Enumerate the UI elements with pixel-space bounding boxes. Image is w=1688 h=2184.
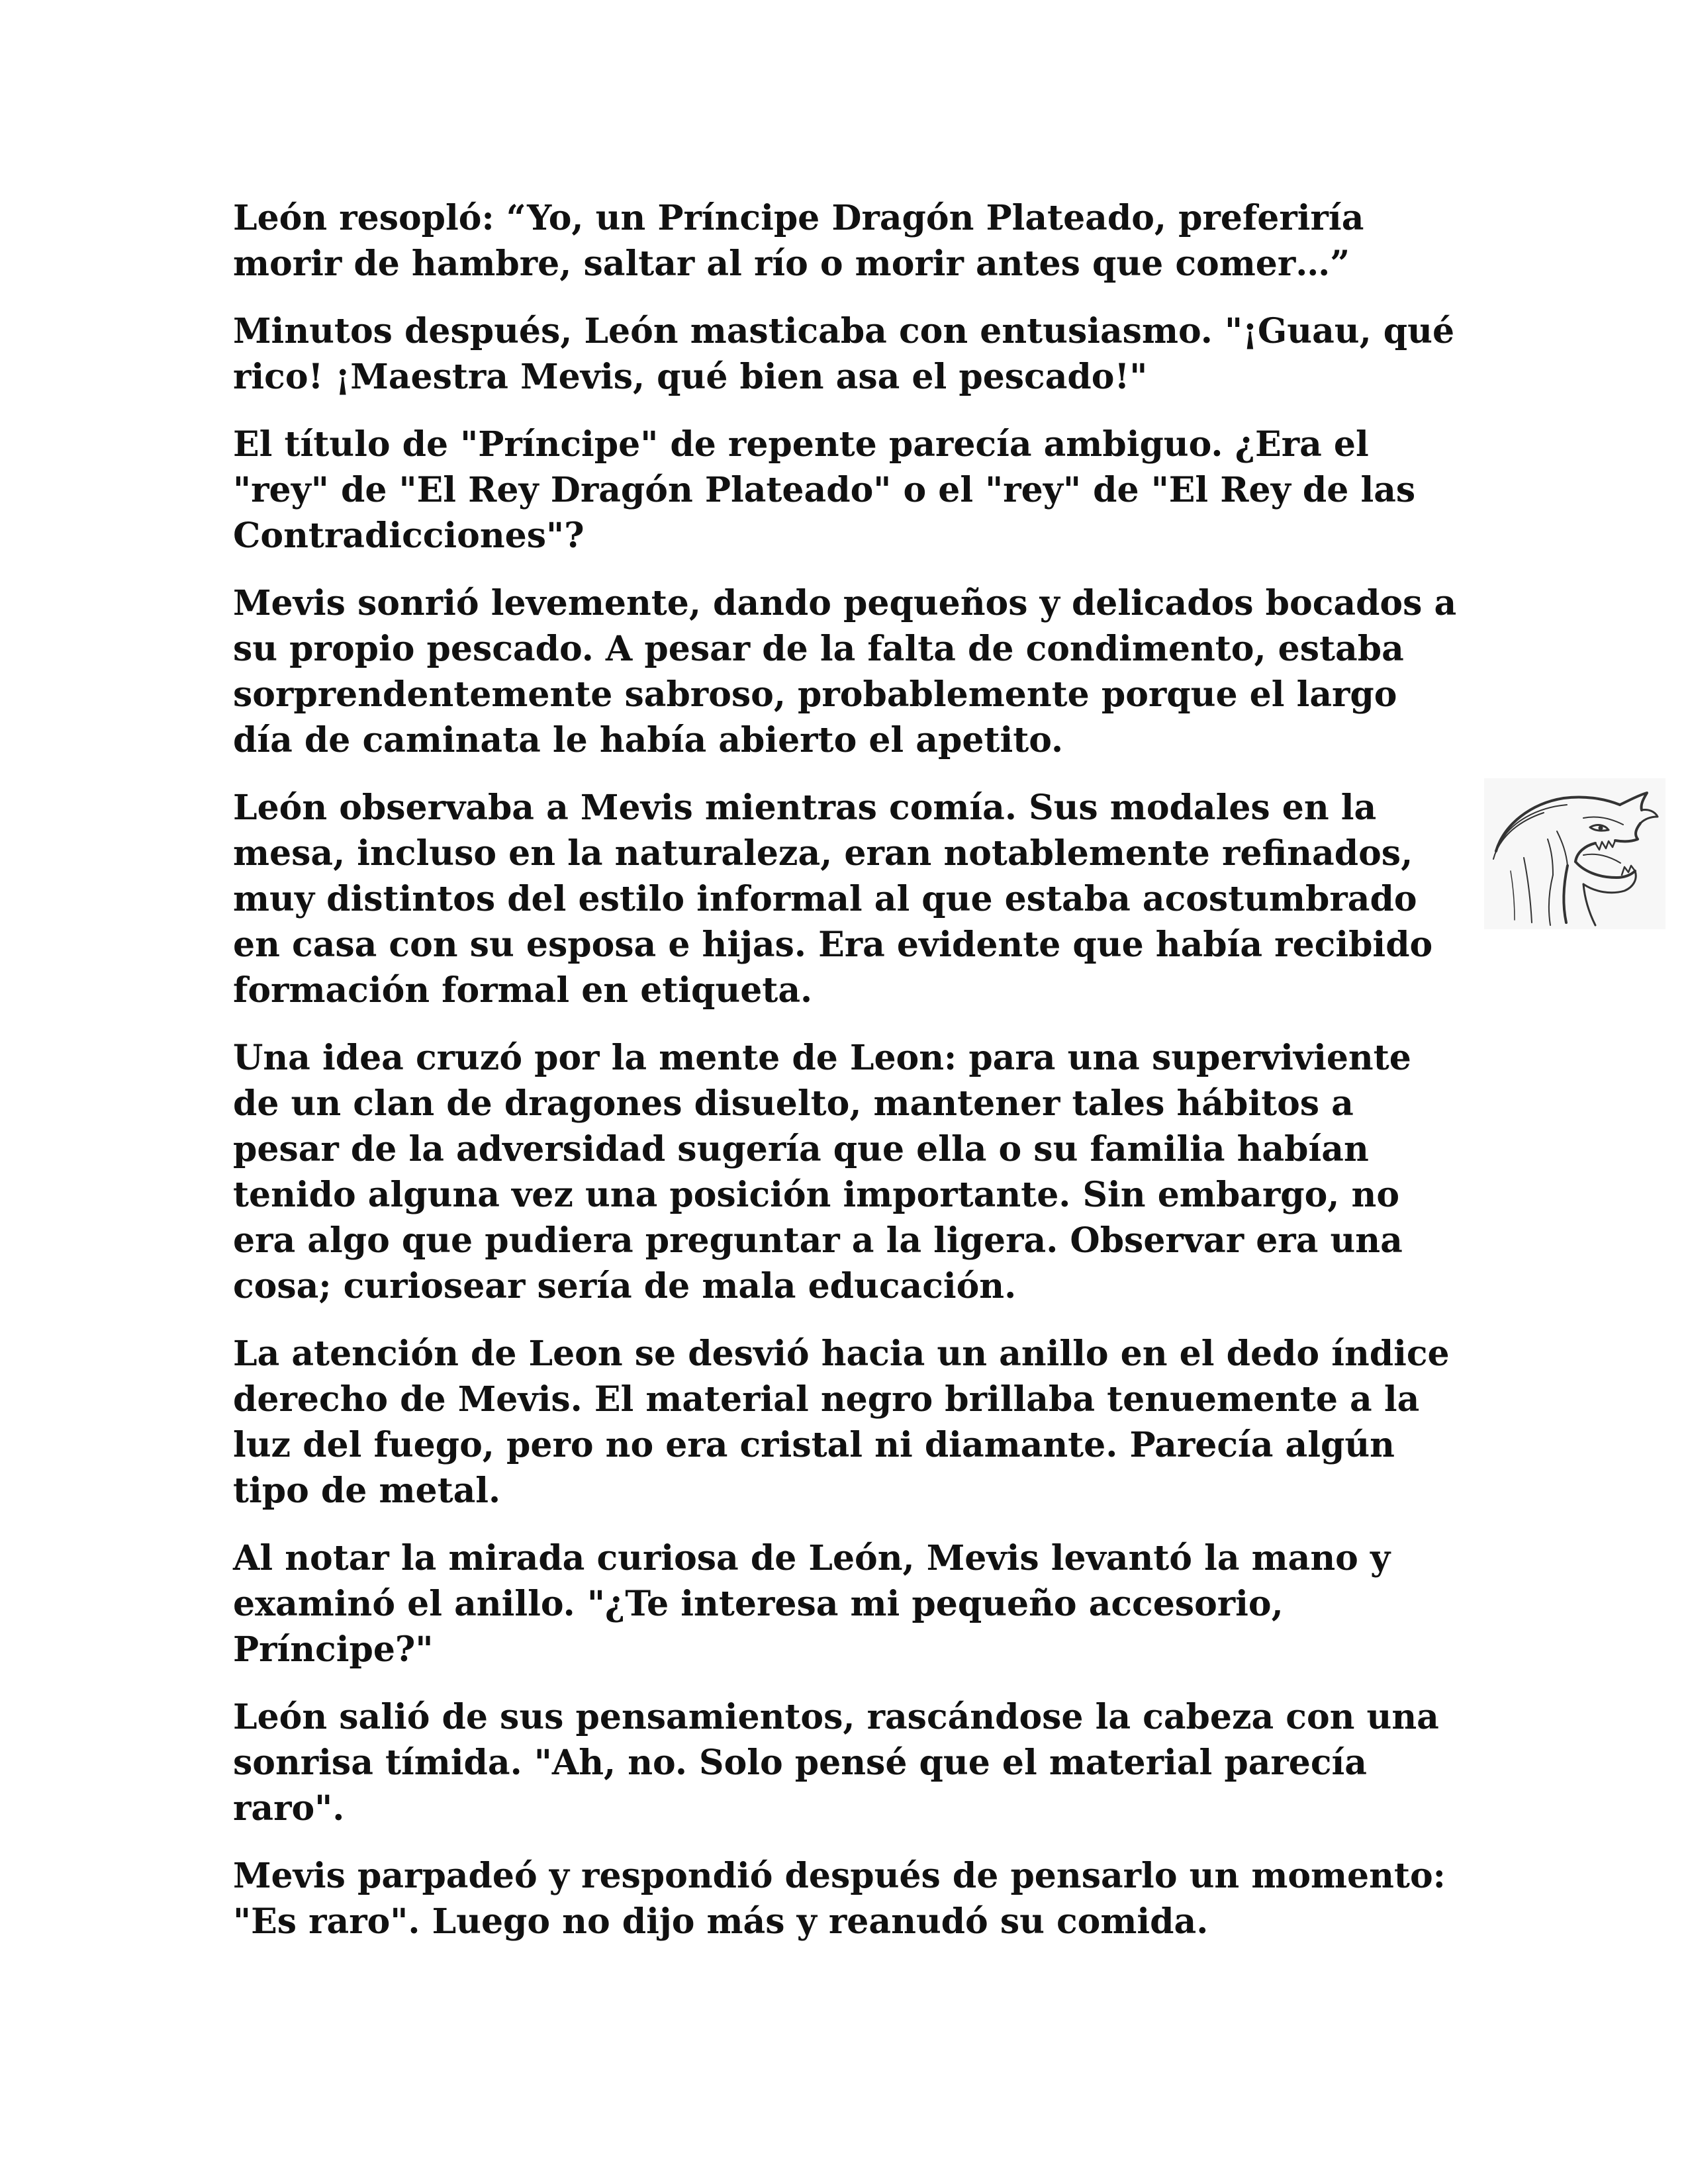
paragraph: Mevis parpadeó y respondió después de pensarlo un momento: "Es raro". Luego no dijo más y reanudó su comida. — [233, 1856, 1446, 1942]
paragraph: León resopló: “Yo, un Príncipe Dragón Plateado, preferiría morir de hambre, saltar al río o morir antes que comer…” — [233, 198, 1364, 284]
paragraph: El título de "Príncipe" de repente parecía ambiguo. ¿Era el "rey" de "El Rey Dragón Plateado" o el "rey" de "El Rey de las Contradicciones"? — [233, 424, 1416, 556]
paragraph: León observaba a Mevis mientras comía. Sus modales en la mesa, incluso en la naturaleza, eran notablemente refinados, muy distintos del estilo informal al que estaba acostumbrado en casa con su esposa e hijas. Era evidente que había recibido formación formal en etiqueta. — [233, 788, 1433, 1011]
paragraph: Una idea cruzó por la mente de Leon: para una superviviente de un clan de dragones disuelto, mantener tales hábitos a pesar de la adversidad sugería que ella o su familia habían tenido alguna vez una posición importante. Sin embargo, no era algo que pudiera preguntar a la ligera. Observar era una cosa; curiosear sería de mala educación. — [233, 1038, 1411, 1306]
paragraph: Mevis sonrió levemente, dando pequeños y delicados bocados a su propio pescado. A pesar de la falta de condimento, estaba sorprendentemente sabroso, probablemente porque el largo día de caminata le había abierto el apetito. — [233, 583, 1457, 760]
paragraph: La atención de Leon se desvió hacia un anillo en el dedo índice derecho de Mevis. El material negro brillaba tenuemente a la luz del fuego, pero no era cristal ni diamante. Parecía algún tipo de metal. — [233, 1334, 1450, 1511]
paragraph: León salió de sus pensamientos, rascándose la cabeza con una sonrisa tímida. "Ah, no. Solo pensé que el material parecía raro". — [233, 1697, 1439, 1829]
paragraph: Al notar la mirada curiosa de León, Mevis levantó la mano y examinó el anillo. "¿Te interesa mi pequeño accesorio, Príncipe?" — [233, 1538, 1391, 1670]
paragraph: Minutos después, León masticaba con entusiasmo. "¡Guau, qué rico! ¡Maestra Mevis, qué bien asa el pescado!" — [233, 311, 1455, 397]
dragon-head-sketch-icon — [1484, 778, 1665, 929]
story-text — [233, 195, 1464, 1966]
